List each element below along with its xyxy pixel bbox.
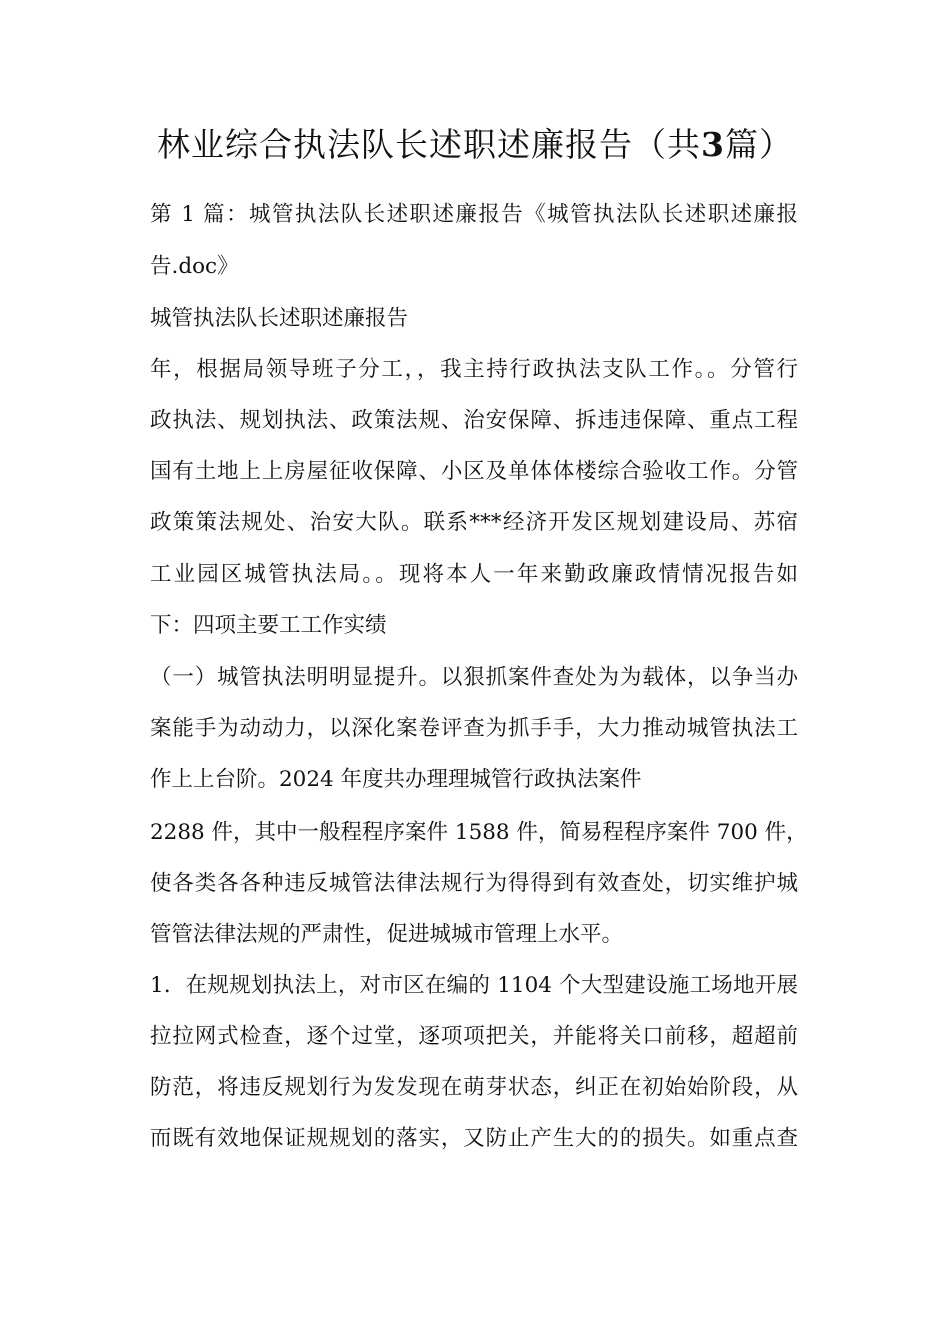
paragraph-line: 工业园区城管执法局。。现将本人一年来勤政廉政情情况报告如 (150, 562, 798, 587)
paragraph-line: 年，根据局领导班子分工，，我主持行政执法支队工作。。分管行 (150, 357, 798, 382)
report-subtitle: 城管执法队长述职述廉报告 (150, 306, 409, 331)
title-main: 林业综合执法队长述职述廉报告（共 (157, 125, 702, 164)
title-number: 3 (701, 125, 725, 164)
paragraph-line: 管管法律法规的严肃性，促进城城市管理上水平。 (150, 922, 624, 947)
chapter-heading-line-1: 第 1 篇：城管执法队长述职述廉报告《城管执法队长述职述廉报 (150, 202, 798, 227)
title-tail: 篇） (724, 125, 793, 164)
paragraph-line: 拉拉网式检查，逐个过堂，逐项项把关，并能将关口前移，超超前 (150, 1024, 798, 1049)
paragraph-line: 2288 件，其中一般程程序案件 1588 件，简易程程序案件 700 件， (150, 820, 808, 845)
paragraph-line: 防范，将违反规划行为发发现在萌芽状态，纠正在初始始阶段，从 (150, 1075, 798, 1100)
paragraph-line: 国有土地上上房屋征收保障、小区及单体体楼综合验收工作。分管 (150, 459, 798, 484)
paragraph-line: 政执法、规划执法、政策法规、治安保障、拆违违保障、重点工程 (150, 408, 798, 433)
paragraph-line: （一）城管执法明明显提升。以狠抓案件查处为为载体，以争当办 (150, 665, 798, 690)
paragraph-line: 1．在规规划执法上，对市区在编的 1104 个大型建设施工场地开展 (150, 973, 798, 998)
paragraph-line: 而既有效地保证规规划的落实，又防止产生大的的损失。如重点查 (150, 1126, 798, 1151)
document-title (0, 122, 950, 168)
paragraph-line: 下：四项主要工工作实绩 (150, 613, 387, 638)
paragraph-line: 政策策法规处、治安大队。联系***经济开发区规划建设局、苏宿 (150, 510, 798, 535)
chapter-heading-line-2: 告.doc》 (150, 254, 239, 279)
paragraph-line: 案能手为动动力，以深化案卷评查为抓手手，大力推动城管执法工 (150, 716, 798, 741)
paragraph-line: 使各类各各种违反城管法律法规行为得得到有效查处，切实维护城 (150, 871, 798, 896)
paragraph-line: 作上上台阶。2024 年度共办理理城管行政执法案件 (150, 767, 642, 792)
